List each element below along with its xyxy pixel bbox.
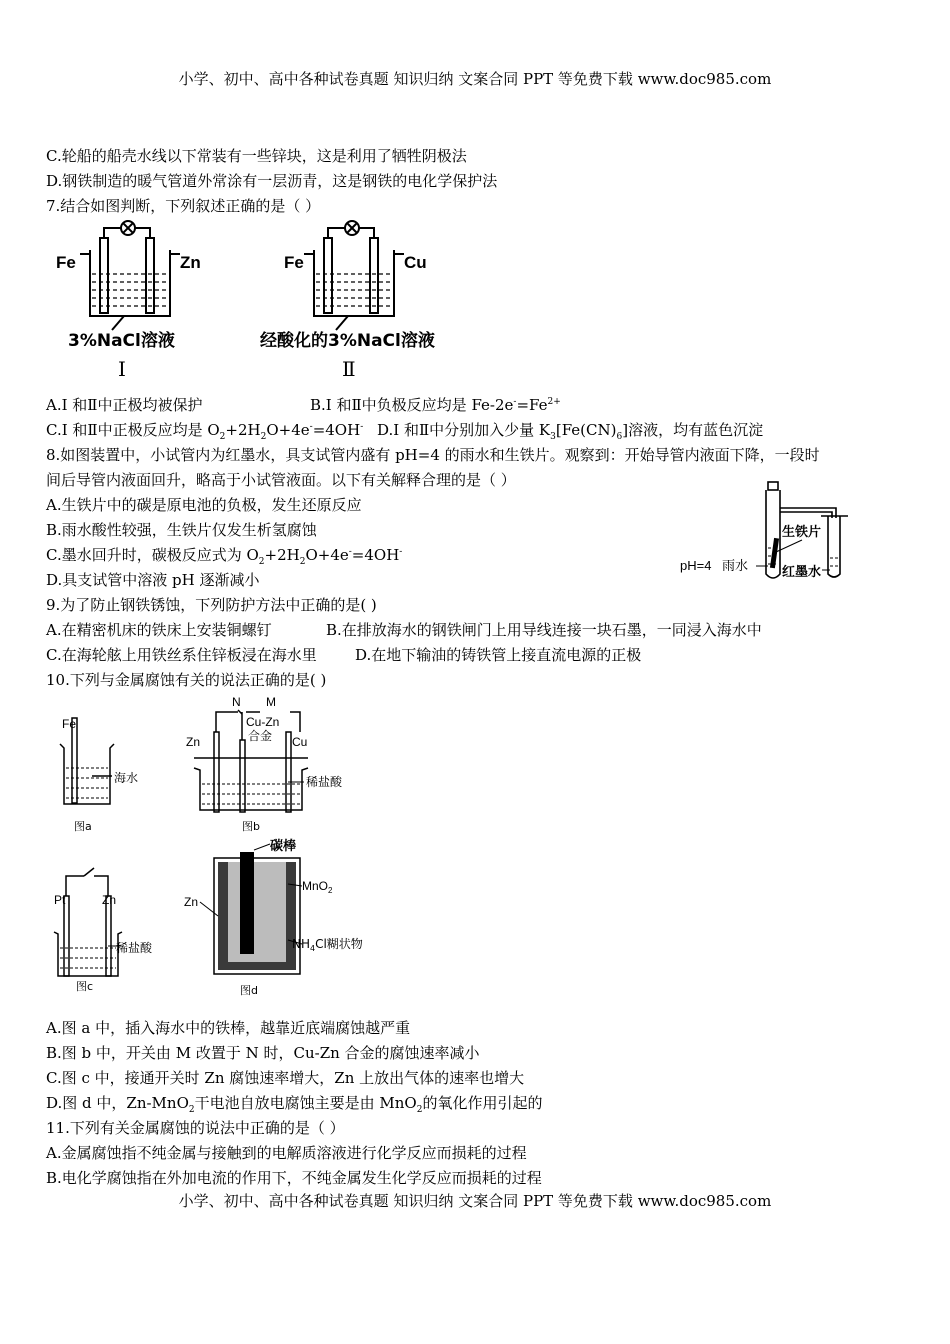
q10-figb-zn-label: Zn <box>186 735 201 749</box>
q9-option-c: C.在海轮舷上用铁丝系住锌板浸在海水里 <box>46 646 317 664</box>
q8-fig-ph-label: pH=4 <box>680 558 712 573</box>
q10-option-b: B.图 b 中，开关由 M 改置于 N 时，Cu-Zn 合金的腐蚀速率减小 <box>46 1044 480 1062</box>
q10-option-d: D.图 d 中，Zn-MnO$_2$干电池自放电腐蚀主要是由 MnO$_2$的氧化作用引起的 <box>46 1094 543 1115</box>
q6-option-c: C.轮船的船壳水线以下常装有一些锌块，这是利用了牺牲阴极法 <box>46 147 467 165</box>
q7-fig1-numeral: Ⅰ <box>118 357 126 381</box>
q10-option-c: C.图 c 中，接通开关时 Zn 腐蚀速率增大，Zn 上放出气体的速率也增大 <box>46 1069 525 1087</box>
q9-option-d: D.在地下输油的铸铁管上接直流电源的正极 <box>355 646 642 664</box>
q10-figc-caption: 图c <box>76 980 94 993</box>
q9-option-a: A.在精密机床的铁床上安装铜螺钉 <box>46 621 272 639</box>
q7-fig2-solution-label: 经酸化的3%NaCl溶液 <box>260 331 435 351</box>
q7-fig1-left-electrode: Fe <box>56 253 76 272</box>
q10-figc-pt-label: Pt <box>54 893 66 907</box>
q7-fig1-solution-label: 3%NaCl溶液 <box>68 331 175 351</box>
q10-figa-liquid-label: 海水 <box>114 771 139 785</box>
page-footer: 小学、初中、高中各种试卷真题 知识归纳 文案合同 PPT 等免费下载 www.doc985.com <box>178 1192 772 1210</box>
q11-option-b: B.电化学腐蚀指在外加电流的作用下，不纯金属发生化学反应而损耗的过程 <box>46 1169 542 1187</box>
q10-figure-c <box>50 856 170 996</box>
q8-fig-ink-label: 红墨水 <box>782 565 822 580</box>
q10-figa-fe-label: Fe <box>62 717 77 731</box>
q10-figd-mno2-label: MnO$_2$ <box>302 879 333 895</box>
q7-fig2-numeral: Ⅱ <box>342 357 356 381</box>
q10-figb-liquid-label: 稀盐酸 <box>306 775 343 789</box>
q10-figc-liquid-label: 稀盐酸 <box>116 941 153 955</box>
q7-stem: 7.结合如图判断，下列叙述正确的是（ ） <box>46 197 321 215</box>
q7-option-b: B.I 和Ⅱ中负极反应均是 $Fe-2e^-=Fe^{2+}$ <box>310 396 561 414</box>
q10-figb-m-label: M <box>266 695 276 709</box>
q7-fig2-left-electrode: Fe <box>284 253 304 272</box>
q10-figd-zn-label: Zn <box>184 895 199 909</box>
q9-option-b: B.在排放海水的钢铁闸门上用导线连接一块石墨，一同浸入海水中 <box>326 621 762 639</box>
q8-option-a: A.生铁片中的碳是原电池的负极，发生还原反应 <box>46 496 362 514</box>
page-header: 小学、初中、高中各种试卷真题 知识归纳 文案合同 PPT 等免费下载 www.doc985.com <box>178 70 772 88</box>
q10-figure-d <box>178 836 378 1000</box>
q10-figb-alloy-label2: 合金 <box>248 729 273 743</box>
q10-figb-alloy-label: Cu-Zn <box>246 715 280 729</box>
q10-option-a: A.图 a 中，插入海水中的铁棒，越靠近底端腐蚀越严重 <box>46 1019 411 1037</box>
q6-option-d: D.钢铁制造的暖气管道外常涂有一层沥青，这是钢铁的电化学保护法 <box>46 172 498 190</box>
q8-stem-line2: 间后导管内液面回升，略高于小试管液面。以下有关解释合理的是（ ） <box>46 471 516 489</box>
q10-stem: 10.下列与金属腐蚀有关的说法正确的是( ) <box>46 671 327 689</box>
q8-stem-line1: 8.如图装置中，小试管内为红墨水，具支试管内盛有 pH=4 的雨水和生铁片。观察到：开始导管内液面下降，一段时 <box>46 446 820 464</box>
q7-figure-1 <box>52 218 222 388</box>
q8-option-d: D.具支试管中溶液 pH 逐渐减小 <box>46 571 260 589</box>
q7-fig2-right-electrode: Cu <box>404 253 427 272</box>
q10-figure-b <box>180 690 360 838</box>
q8-option-c: C.墨水回升时，碳极反应式为 $O_2+2H_2O+4e^-=4OH^-$ <box>46 546 403 567</box>
q7-fig1-right-electrode: Zn <box>180 253 201 272</box>
q10-figd-caption: 图d <box>240 984 258 997</box>
q8-fig-rain-label: 雨水 <box>722 559 749 574</box>
q7-option-c: C.I 和Ⅱ中正极反应均是 $O_2+2H_2O+4e^-=4OH^-$ <box>46 421 364 442</box>
q8-option-b: B.雨水酸性较强，生铁片仅发生析氢腐蚀 <box>46 521 317 539</box>
q10-figd-paste-label: $NH_4Cl$糊状物 <box>292 937 363 953</box>
q7-option-a: A.I 和Ⅱ中正极均被保护 <box>46 396 203 414</box>
q11-stem: 11.下列有关金属腐蚀的说法中正确的是（ ） <box>46 1119 345 1137</box>
q9-stem: 9.为了防止钢铁锈蚀，下列防护方法中正确的是( ) <box>46 596 377 614</box>
q10-figa-caption: 图a <box>74 820 92 833</box>
q10-figb-cu-label: Cu <box>292 735 308 749</box>
q8-figure <box>676 478 866 588</box>
q8-fig-iron-label: 生铁片 <box>782 525 822 540</box>
q7-option-d: D.I 和Ⅱ中分别加入少量 $K_3[Fe(CN)_6]$溶液，均有蓝色沉淀 <box>377 421 764 442</box>
q10-figc-zn-label: Zn <box>102 893 117 907</box>
q10-figure-a <box>52 708 162 838</box>
q10-figb-caption: 图b <box>242 820 260 833</box>
q11-option-a: A.金属腐蚀指不纯金属与接触到的电解质溶液进行化学反应而损耗的过程 <box>46 1144 527 1162</box>
q10-figd-rod-label: 碳棒 <box>270 839 297 854</box>
q10-figb-n-label: N <box>232 695 241 709</box>
q7-figure-2 <box>252 218 472 388</box>
